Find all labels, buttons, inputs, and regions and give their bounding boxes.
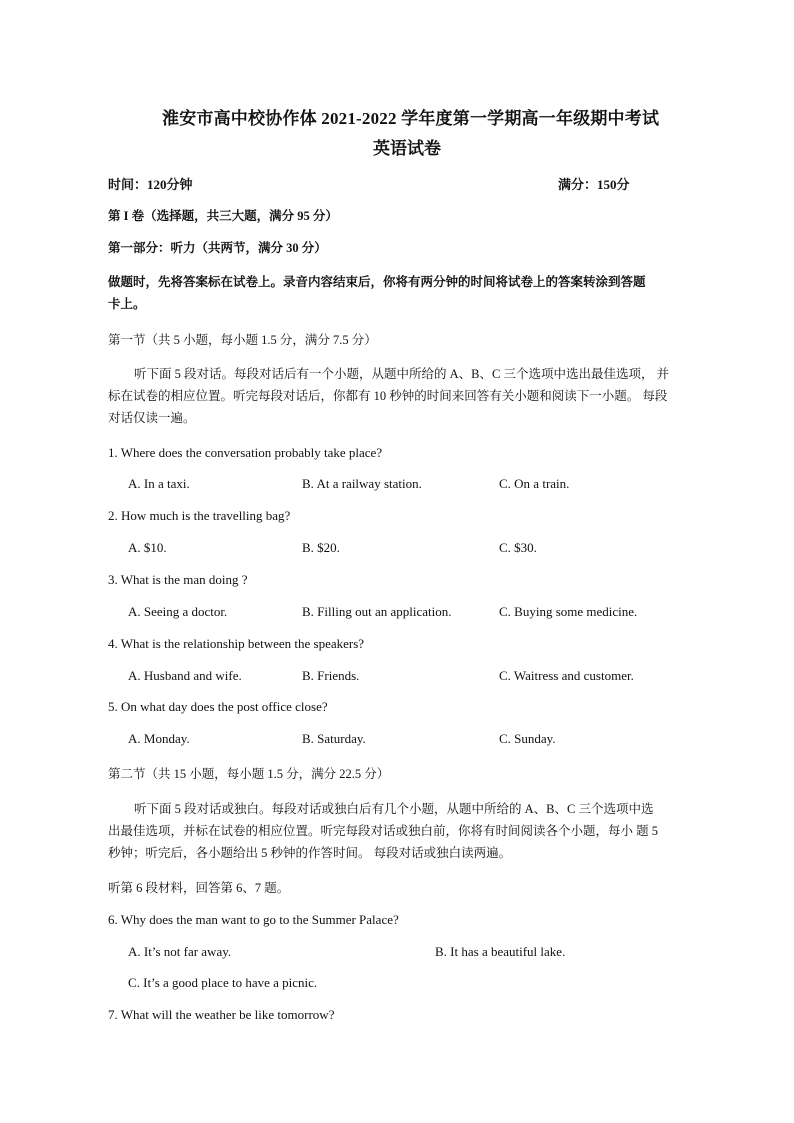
listening-instruction-line1: 做题时，先将答案标在试卷上。录音内容结束后，你将有两分钟的时间将试卷上的答案转涂到答题 — [108, 275, 646, 289]
listening-instruction-line2: 卡上。 — [108, 297, 146, 311]
question-6-option-a[interactable]: A. It’s not far away. — [128, 944, 232, 959]
question-4-stem: 4. What is the relationship between the speakers? — [108, 636, 365, 651]
subsection2-line2: 出最佳选项，并标在试卷的相应位置。听完每段对话或独白前，你将有时间阅读各个小题，每小 题 5 — [108, 824, 659, 838]
material-6-instruction: 听第 6 段材料，回答第 6、7 题。 — [108, 881, 290, 895]
question-1-option-a[interactable]: A. In a taxi. — [128, 476, 190, 491]
question-5-option-c[interactable]: C. Sunday. — [499, 731, 556, 746]
question-7-stem: 7. What will the weather be like tomorrow? — [108, 1007, 335, 1022]
question-3-stem: 3. What is the man doing ? — [108, 572, 248, 587]
subsection1-line1: 听下面 5 段对话。每段对话后有一个小题，从题中所给的 A、B、C 三个选项中选出最佳选项， 并 — [134, 367, 670, 381]
question-6-option-b[interactable]: B. It has a beautiful lake. — [435, 944, 566, 959]
question-3-option-c[interactable]: C. Buying some medicine. — [499, 604, 638, 619]
exam-title: 淮安市高中校协作体 2021-2022 学年度第一学期高一年级期中考试 — [162, 109, 660, 128]
question-4-option-a[interactable]: A. Husband and wife. — [128, 668, 242, 683]
question-3-option-b[interactable]: B. Filling out an application. — [302, 604, 452, 619]
question-6-option-c[interactable]: C. It’s a good place to have a picnic. — [128, 975, 318, 990]
question-3-option-a[interactable]: A. Seeing a doctor. — [128, 604, 228, 619]
subsection1-line3: 对话仅读一遍。 — [108, 411, 196, 425]
listening-heading: 第一部分：听力（共两节，满分 30 分） — [108, 241, 327, 255]
exam-time: 时间：120分钟 — [108, 177, 193, 192]
question-2-option-a[interactable]: A. $10. — [128, 540, 167, 555]
question-6-stem: 6. Why does the man want to go to the Summer Palace? — [108, 912, 399, 927]
subsection1-line2: 标在试卷的相应位置。听完每段对话后，你都有 10 秒钟的时间来回答有关小题和阅读下一小题。 每段 — [108, 389, 668, 403]
question-5-option-b[interactable]: B. Saturday. — [302, 731, 366, 746]
question-2-stem: 2. How much is the travelling bag? — [108, 508, 291, 523]
question-1-stem: 1. Where does the conversation probably take place? — [108, 445, 383, 460]
question-5-option-a[interactable]: A. Monday. — [128, 731, 190, 746]
question-4-option-c[interactable]: C. Waitress and customer. — [499, 668, 634, 683]
subsection2-heading: 第二节（共 15 小题，每小题 1.5 分，满分 22.5 分） — [108, 767, 390, 781]
exam-subtitle: 英语试卷 — [373, 139, 441, 158]
exam-full-score: 满分：150分 — [558, 177, 630, 192]
subsection2-line1: 听下面 5 段对话或独白。每段对话或独白后有几个小题，从题中所给的 A、B、C 三个选项中选 — [134, 802, 654, 816]
part1-heading: 第 I 卷（选择题，共三大题，满分 95 分） — [108, 209, 338, 223]
question-5-stem: 5. On what day does the post office close? — [108, 699, 328, 714]
question-1-option-b[interactable]: B. At a railway station. — [302, 476, 422, 491]
subsection1-heading: 第一节（共 5 小题，每小题 1.5 分，满分 7.5 分） — [108, 333, 377, 347]
subsection2-line3: 秒钟；听完后，各小题给出 5 秒钟的作答时间。 每段对话或独白读两遍。 — [108, 846, 512, 860]
question-1-option-c[interactable]: C. On a train. — [499, 476, 570, 491]
question-2-option-b[interactable]: B. $20. — [302, 540, 340, 555]
question-2-option-c[interactable]: C. $30. — [499, 540, 537, 555]
question-4-option-b[interactable]: B. Friends. — [302, 668, 360, 683]
